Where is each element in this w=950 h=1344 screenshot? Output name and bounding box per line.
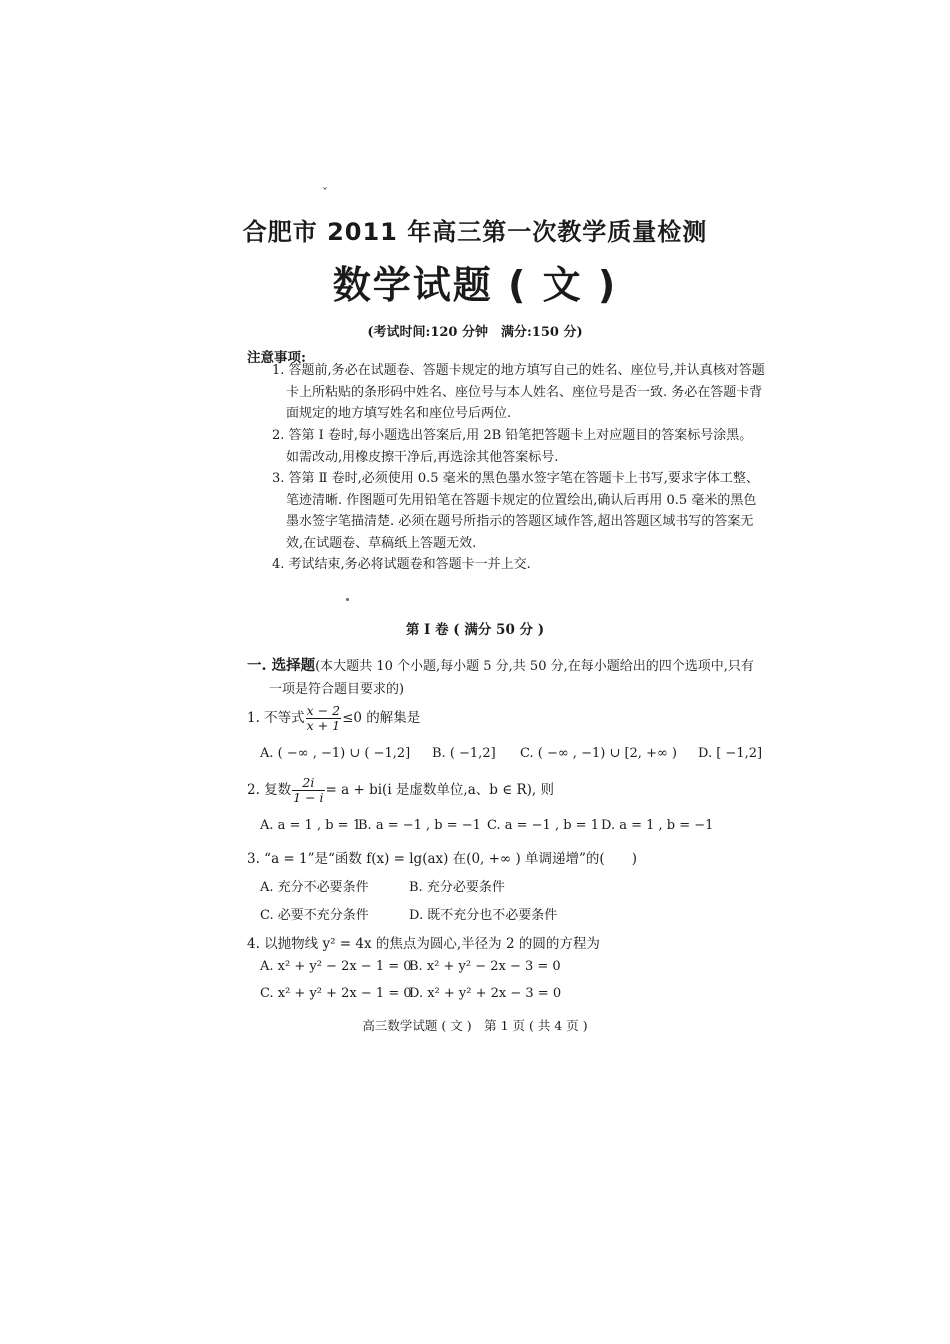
notice-line: 笔迹清晰. 作图题可先用铅笔在答题卡规定的位置绘出,确认后再用 0.5 毫米的黑色 xyxy=(286,492,757,508)
fraction-denominator: 1 − i xyxy=(293,790,324,805)
notice-item-4 xyxy=(272,554,531,576)
part-heading xyxy=(247,654,754,701)
q4-option-a: A. x² + y² − 2x − 1 = 0 xyxy=(260,959,412,974)
q3-option-d: D. 既不充分也不必要条件 xyxy=(409,908,558,923)
q3-option-c: C. 必要不充分条件 xyxy=(260,908,369,923)
question-4-stem: 4. 以抛物线 y² = 4x 的焦点为圆心,半径为 2 的圆的方程为 xyxy=(247,936,600,952)
scan-speck xyxy=(346,598,349,601)
notice-line: 1. 答题前,务必在试题卷、答题卡规定的地方填写自己的姓名、座位号,并认真核对答题 xyxy=(272,363,765,378)
fraction-numerator: 2i xyxy=(292,776,324,791)
notice-line: 墨水签字笔描清楚. 必须在题号所指示的答题区域作答,超出答题区域书写的答案无 xyxy=(286,514,754,529)
paper-subtitle: 数学试题 ( 文 ) xyxy=(332,263,618,307)
question-2-stem xyxy=(247,776,554,805)
q4-option-b: B. x² + y² − 2x − 3 = 0 xyxy=(409,959,561,974)
notice-line: 2. 答第 Ⅰ 卷时,每小题选出答案后,用 2B 铅笔把答题卡上对应题目的答案标号涂黑。 xyxy=(272,428,753,443)
question-1-stem xyxy=(247,704,420,733)
q2-option-d: D. a = 1 , b = −1 xyxy=(601,818,714,833)
question-text: = a + bi(i 是虚数单位,a、b ∈ R), 则 xyxy=(325,782,554,798)
q3-option-b: B. 充分必要条件 xyxy=(409,880,505,895)
q4-option-c: C. x² + y² + 2x − 1 = 0 xyxy=(260,986,412,1001)
q4-option-d: D. x² + y² + 2x − 3 = 0 xyxy=(409,986,562,1001)
q1-option-b: B. ( −1,2] xyxy=(432,746,496,761)
part-desc: (本大题共 10 个小题,每小题 5 分,共 50 分,在每小题给出的四个选项中,只有 xyxy=(315,659,754,674)
notice-line: 4. 考试结束,务必将试题卷和答题卡一并上交. xyxy=(272,557,531,572)
q1-option-c: C. ( −∞ , −1) ∪ [2, +∞ ) xyxy=(520,746,677,761)
notice-item-2 xyxy=(272,425,752,468)
notice-heading: 注意事项: xyxy=(247,350,306,366)
section-title: 第 Ⅰ 卷 ( 满分 50 分 ) xyxy=(405,622,545,638)
notice-line: 效,在试题卷、草稿纸上答题无效. xyxy=(286,535,477,551)
notice-line: 面规定的地方填写姓名和座位号后两位. xyxy=(286,406,512,421)
q2-option-b: B. a = −1 , b = −1 xyxy=(358,818,481,833)
notice-line: 3. 答第 Ⅱ 卷时,必须使用 0.5 毫米的黑色墨水签字笔在答题卡上书写,要求字体工整、 xyxy=(272,471,759,486)
fraction xyxy=(306,704,341,733)
stray-mark: ˇ xyxy=(322,186,328,200)
q3-option-a: A. 充分不必要条件 xyxy=(260,880,369,895)
page-title: 合肥市 2011 年高三第一次教学质量检测 xyxy=(242,218,708,246)
page-footer: 高三数学试题 ( 文 ) 第 1 页 ( 共 4 页 ) xyxy=(362,1018,588,1033)
question-number: 2. 复数 xyxy=(247,782,292,798)
q1-option-d: D. [ −1,2] xyxy=(698,746,763,761)
notice-line: 如需改动,用橡皮擦干净后,再选涂其他答案标号. xyxy=(286,449,559,465)
question-number: 1. 不等式 xyxy=(247,710,305,726)
question-text: ≤0 的解集是 xyxy=(342,710,421,726)
q2-option-a: A. a = 1 , b = 1 xyxy=(260,818,361,833)
part-desc-cont: 一项是符合题目要求的) xyxy=(269,682,405,697)
notice-item-3 xyxy=(272,468,759,554)
notice-item-1 xyxy=(272,360,765,425)
notice-line: 卡上所粘贴的条形码中姓名、座位号与本人姓名、座位号是否一致. 务必在答题卡背 xyxy=(286,384,763,400)
exam-info: (考试时间:120 分钟 满分:150 分) xyxy=(367,325,583,340)
fraction xyxy=(292,776,324,805)
fraction-denominator: x + 1 xyxy=(306,718,341,733)
question-3-stem: 3. “a = 1”是“函数 f(x) = lg(ax) 在(0, +∞ ) 单调递增”的( ) xyxy=(247,851,637,867)
q1-option-a: A. ( −∞ , −1) ∪ ( −1,2] xyxy=(260,746,411,761)
q2-option-c: C. a = −1 , b = 1 xyxy=(487,818,599,833)
part-lead: 一. 选择题 xyxy=(247,657,316,674)
fraction-numerator: x − 2 xyxy=(306,703,341,718)
